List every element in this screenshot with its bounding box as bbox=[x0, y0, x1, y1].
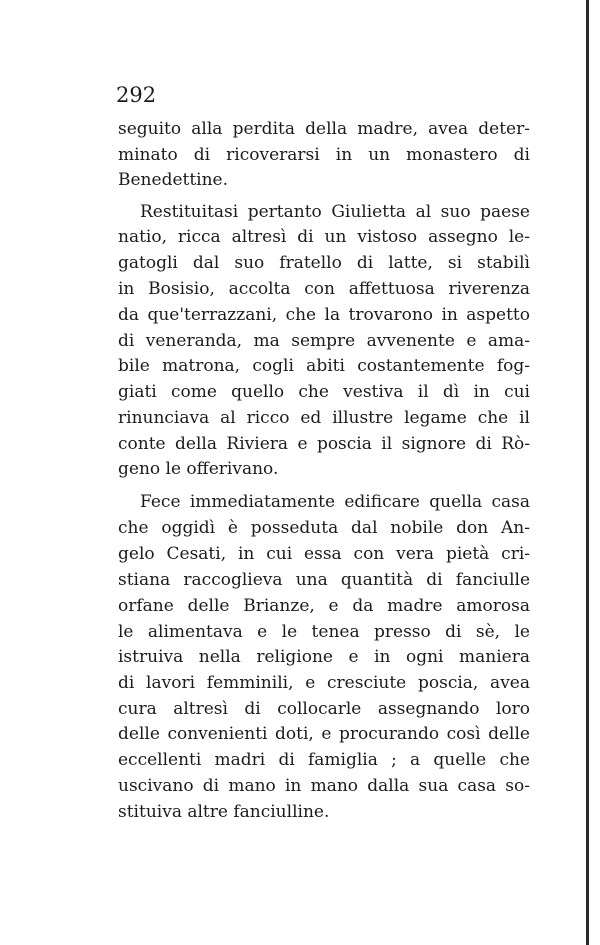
text-line-18: stiana raccoglieva una quantità di fanciulle bbox=[118, 570, 530, 590]
text-line-5: natio, ricca altresì di un vistoso assegno le- bbox=[118, 227, 530, 247]
text-line-6: gatogli dal suo fratello di latte, si stabilì bbox=[118, 253, 530, 273]
text-line-7: in Bosisio, accolta con affettuosa riverenza bbox=[118, 279, 530, 299]
text-line-24: delle convenienti doti, e procurando così delle bbox=[118, 724, 530, 744]
text-line-23: cura altresì di collocarle assegnando loro bbox=[118, 699, 530, 719]
text-line-1: seguito alla perdita della madre, avea deter- bbox=[118, 119, 530, 139]
text-line-25: eccellenti madri di famiglia ; a quelle che bbox=[118, 750, 530, 770]
text-line-3: Benedettine. bbox=[118, 170, 229, 190]
text-line-9: di veneranda, ma sempre avvenente e ama- bbox=[118, 331, 530, 351]
text-line-19: orfane delle Brianze, e da madre amorosa bbox=[118, 596, 530, 616]
text-line-11: giati come quello che vestiva il dì in cui bbox=[118, 382, 530, 402]
text-line-15: Fece immediatamente edificare quella casa bbox=[140, 492, 530, 512]
text-line-17: gelo Cesati, in cui essa con vera pietà cri- bbox=[118, 544, 530, 564]
page-number: 292 bbox=[116, 83, 157, 107]
text-line-27: stituiva altre fanciulline. bbox=[118, 802, 330, 822]
text-line-21: istruiva nella religione e in ogni maniera bbox=[118, 647, 530, 667]
page-edge-shadow bbox=[586, 0, 589, 945]
text-line-26: uscivano di mano in mano dalla sua casa so- bbox=[118, 776, 530, 796]
text-line-14: geno le offerivano. bbox=[118, 459, 279, 479]
text-line-13: conte della Riviera e poscia il signore di Rò- bbox=[118, 434, 530, 454]
text-line-20: le alimentava e le tenea presso di sè, le bbox=[118, 622, 530, 642]
text-line-16: che oggidì è posseduta dal nobile don An- bbox=[118, 518, 530, 538]
text-line-4: Restituitasi pertanto Giulietta al suo paese bbox=[140, 202, 530, 222]
text-line-10: bile matrona, cogli abiti costantemente fog- bbox=[118, 356, 530, 376]
text-line-12: rinunciava al ricco ed illustre legame che il bbox=[118, 408, 530, 428]
text-line-22: di lavori femminili, e cresciute poscia, avea bbox=[118, 673, 530, 693]
text-line-8: da que'terrazzani, che la trovarono in aspetto bbox=[118, 305, 530, 325]
text-line-2: minato di ricoverarsi in un monastero di bbox=[118, 145, 530, 165]
